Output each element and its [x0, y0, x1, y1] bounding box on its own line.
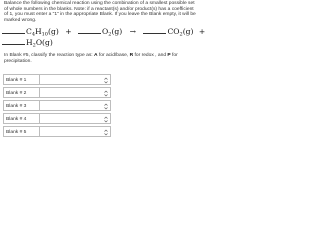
- instructions-text: Balance the following chemical reaction using the combination of a smallest possible set of whole numbers in the blanks. Note: if a reactant(s) and/or product(s) has a coefficient of 1, you must enter a "1" in the appropriate Blank. If you leave the Blank empty, it will be marked wrong.: [4, 1, 196, 24]
- blank-row-5: [3, 126, 113, 137]
- reactant-1: $C_4H_{10}(g)$: [26, 27, 59, 38]
- plus-sign: +: [65, 27, 72, 36]
- chevron-up-down-icon: [104, 90, 108, 97]
- blank-5-select[interactable]: [39, 126, 111, 137]
- blank-row-2: [3, 87, 113, 98]
- coefficient-blank-3: [143, 27, 166, 34]
- blank-label: Blank # 5: [3, 126, 39, 137]
- equation-line-1: [2, 27, 208, 37]
- chemical-equation: [0, 24, 206, 50]
- plus-sign: +: [198, 27, 206, 36]
- chevron-up-down-icon: [104, 116, 108, 123]
- blank-3-select[interactable]: [39, 100, 111, 111]
- chevron-up-down-icon: [104, 103, 108, 110]
- coefficient-blank-4: [2, 38, 25, 45]
- blank-label: Blank # 2: [3, 87, 39, 98]
- chevron-up-down-icon: [104, 77, 108, 84]
- blank-4-select[interactable]: [39, 113, 111, 124]
- question-page: [0, 0, 206, 140]
- coefficient-blank-2: [78, 27, 101, 34]
- blank-row-3: [3, 100, 113, 111]
- equation-line-2: [2, 38, 53, 48]
- classification-instructions: In Blank #5, classify the reaction type as: A for acid/base, R for redox , and P for precipitation.: [4, 53, 178, 64]
- blank-label: Blank # 1: [3, 74, 39, 85]
- blank-label: Blank # 4: [3, 113, 39, 124]
- reaction-arrow: →: [129, 27, 137, 36]
- blank-1-select[interactable]: [39, 74, 111, 85]
- coefficient-blank-1: [2, 27, 25, 34]
- product-1: $CO_2(g)$: [167, 27, 194, 38]
- blank-row-1: [3, 74, 113, 85]
- blank-row-4: [3, 113, 113, 124]
- blank-2-select[interactable]: [39, 87, 111, 98]
- product-2: $H_2O(g)$: [26, 38, 53, 49]
- blank-label: Blank # 3: [3, 100, 39, 111]
- reactant-2: $O_2(g)$: [102, 27, 123, 38]
- chevron-up-down-icon: [104, 129, 108, 136]
